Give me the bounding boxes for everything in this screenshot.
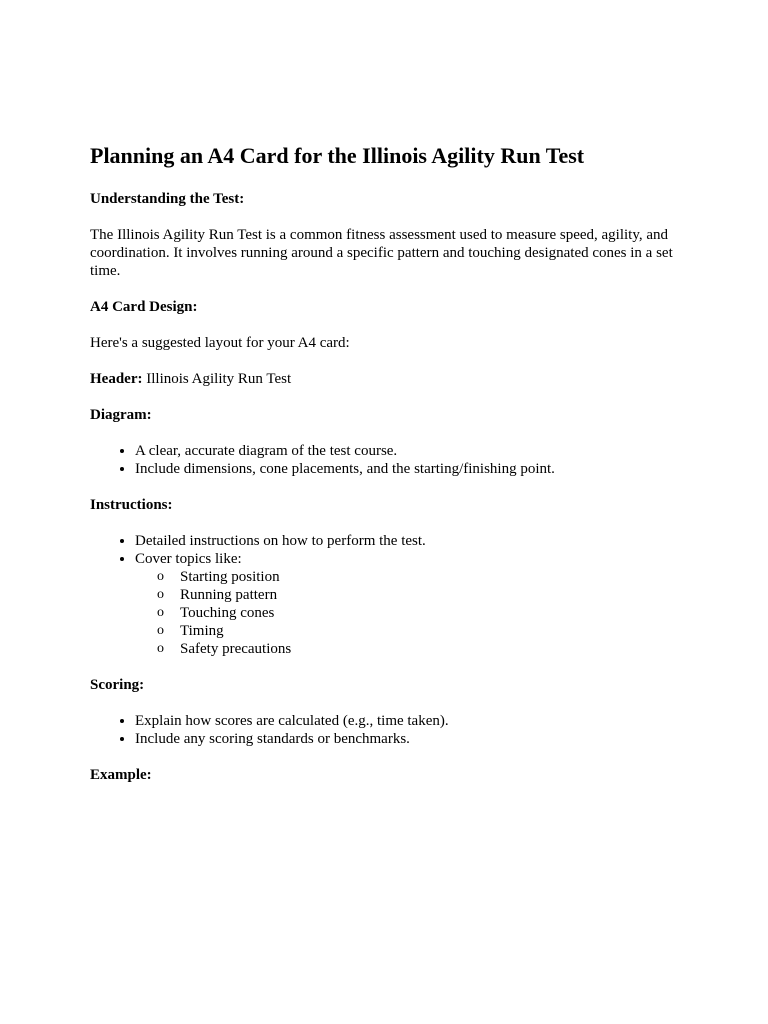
sublist-item: o Timing	[180, 622, 690, 640]
list-item: • Detailed instructions on how to perform the test.	[135, 532, 690, 550]
list-item-label: Cover topics like:	[135, 551, 242, 567]
diagram-list	[90, 442, 690, 478]
header-value: Illinois Agility Run Test	[142, 371, 292, 387]
list-item: • Include any scoring standards or benchmarks.	[135, 730, 690, 748]
sublist-item: o Safety precautions	[180, 640, 690, 658]
document-title: Planning an A4 Card for the Illinois Agility Run Test	[90, 143, 585, 168]
sublist-item: o Starting position	[180, 568, 690, 586]
instructions-sublist	[135, 568, 690, 658]
instructions-heading: Instructions:	[90, 497, 173, 513]
header-line	[90, 370, 690, 388]
scoring-heading: Scoring:	[90, 677, 145, 693]
design-intro: Here's a suggested layout for your A4 card:	[90, 335, 350, 351]
sublist-item: o Running pattern	[180, 586, 690, 604]
document-page	[90, 142, 690, 802]
instructions-list	[90, 532, 690, 658]
example-heading: Example:	[90, 767, 152, 783]
diagram-heading: Diagram:	[90, 407, 152, 423]
understanding-heading: Understanding the Test:	[90, 191, 245, 207]
list-item: • Explain how scores are calculated (e.g., time taken).	[135, 712, 690, 730]
list-item: • Include dimensions, cone placements, and the starting/finishing point.	[135, 460, 690, 478]
list-item	[135, 550, 690, 658]
scoring-list	[90, 712, 690, 748]
sublist-item: o Touching cones	[180, 604, 690, 622]
understanding-body: The Illinois Agility Run Test is a common fitness assessment used to measure speed, agility, and coordination. It involves running around a specific pattern and touching designated cones in a set time.	[90, 227, 673, 279]
design-heading: A4 Card Design:	[90, 299, 198, 315]
list-item: • A clear, accurate diagram of the test course.	[135, 442, 690, 460]
header-label: Header:	[90, 371, 143, 387]
